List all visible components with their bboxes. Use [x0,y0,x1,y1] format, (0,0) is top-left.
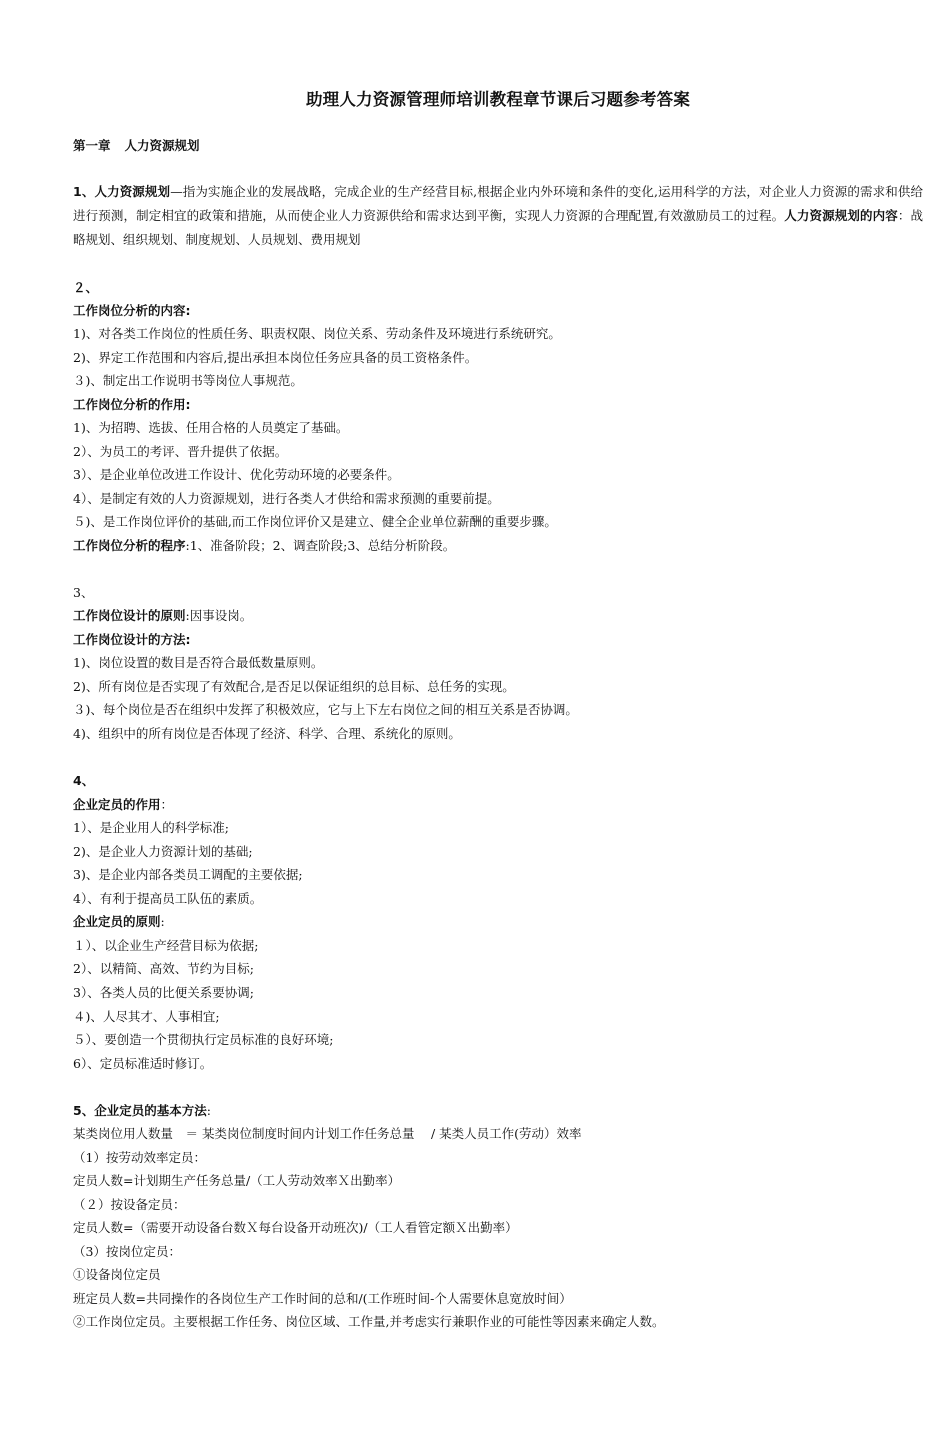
chapter-label: 第一章 [73,138,111,153]
formula-line: 某类岗位用人数量 ＝ 某类岗位制度时间内计划工作任务总量 / 某类人员工作(劳动）效率 [73,1126,582,1141]
formula-line: 班定员人数=共同操作的各岗位生产工作时间的总和/(工作班时间-个人需要休息宽放时间） [73,1291,572,1306]
q2-content-heading: 工作岗位分析的内容: [73,303,191,318]
document-title: 助理人力资源管理师培训教程章节课后习题参考答案 [305,90,691,109]
q4-role-colon: ： [160,797,174,812]
list-item: 1)、岗位设置的数目是否符合最低数量原则。 [73,655,324,670]
q3-principle-heading: 工作岗位设计的原则 [73,608,186,623]
q4-principle-colon: : [160,914,165,929]
q2-program-heading: 工作岗位分析的程序 [73,538,186,553]
q3-method-heading: 工作岗位设计的方法: [73,632,191,647]
list-item: ３)、制定出工作说明书等岗位人事规范。 [73,373,303,388]
list-item: 6）、定员标准适时修订。 [73,1056,213,1071]
chapter-heading [73,136,200,154]
list-item: ３)、每个岗位是否在组织中发挥了积极效应，它与上下左右岗位之间的相互关系是否协调。 [73,702,578,717]
q4-role-heading: 企业定员的作用 [73,797,161,812]
list-item: 2)、是企业人力资源计划的基础; [73,844,253,859]
q3-principle-text: :因事设岗。 [185,608,253,623]
list-item: 3）、是企业单位改进工作设计、优化劳动环境的必要条件。 [73,467,400,482]
list-item: 4）、是制定有效的人力资源规划，进行各类人才供给和需求预测的重要前提。 [73,491,500,506]
chapter-name: 人力资源规划 [124,138,200,153]
q5-heading: 5、企业定员的基本方法 [73,1103,207,1118]
list-item: ５)、是工作岗位评价的基础,而工作岗位评价又是建立、健全企业单位薪酬的重要步骤。 [73,514,557,529]
list-item: 1)、对各类工作岗位的性质任务、职责权限、岗位关系、劳动条件及环境进行系统研究。 [73,326,561,341]
q3-principle-line [73,607,252,625]
list-item: ②工作岗位定员。主要根据工作任务、岗位区域、工作量,并考虑实行兼职作业的可能性等因素来确定人数。 [73,1314,665,1329]
list-item: 1）、是企业用人的科学标准; [73,820,229,835]
q1-paragraph [73,180,923,252]
q2-role-heading: 工作岗位分析的作用: [73,397,191,412]
q3-number: 3、 [73,585,94,600]
list-item: （1）按劳动效率定员： [73,1150,206,1165]
list-item: 2)、所有岗位是否实现了有效配合,是否足以保证组织的总目标、总任务的实现。 [73,679,515,694]
list-item: 2）、以精简、高效、节约为目标; [73,961,254,976]
q1-content-label: 人力资源规划的内容 [784,208,898,223]
list-item: ４)、人尽其才、人事相宜; [73,1009,220,1024]
q2-program-text: :1、准备阶段；2、调查阶段;3、总结分析阶段。 [185,538,456,553]
list-item: 4)、组织中的所有岗位是否体现了经济、科学、合理、系统化的原则。 [73,726,461,741]
q5-heading-line [73,1102,211,1120]
q1-content-text: ：战略规划、组织规划、制度规划、人员规划、费用规划 [73,208,923,247]
list-item: 1)、为招聘、选拔、任用合格的人员奠定了基础。 [73,420,349,435]
q5-heading-colon: : [206,1103,211,1118]
q2-number: ２、 [73,280,99,295]
q4-number: 4、 [73,773,95,788]
list-item: 4）、有利于提高员工队伍的素质。 [73,891,263,906]
list-item: 3）、各类人员的比便关系要协调; [73,985,254,1000]
list-item: ①设备岗位定员 [73,1267,161,1282]
q2-program-line [73,537,455,555]
q1-definition: —指为实施企业的发展战略，完成企业的生产经营目标,根据企业内外环境和条件的变化,运用科学的方法，对企业人力资源的需求和供给进行预测，制定相宜的政策和措施，从而使企业人力资源供给和需求达到平衡，实现人力资源的合理配置,有效激励员工的过程。 [73,184,923,223]
list-item: 3)、是企业内部各类员工调配的主要依据; [73,867,303,882]
formula-line: 定员人数=（需要开动设备台数Ｘ每台设备开动班次)/（工人看管定额Ｘ出勤率） [73,1220,518,1235]
list-item: （２）按设备定员： [73,1197,186,1212]
list-item: 2)、界定工作范围和内容后,提出承担本岗位任务应具备的员工资格条件。 [73,350,478,365]
formula-line: 定员人数=计划期生产任务总量/（工人劳动效率Ｘ出勤率） [73,1173,401,1188]
list-item: （3）按岗位定员： [73,1244,181,1259]
list-item: 2）、为员工的考评、晋升提供了依据。 [73,444,288,459]
q4-role-line [73,796,173,814]
list-item: ５）、要创造一个贯彻执行定员标准的良好环境; [73,1032,334,1047]
q4-principle-line [73,913,165,931]
q4-principle-heading: 企业定员的原则 [73,914,161,929]
q1-term: 1、人力资源规划 [73,184,171,199]
list-item: １）、以企业生产经营目标为依据; [73,938,259,953]
